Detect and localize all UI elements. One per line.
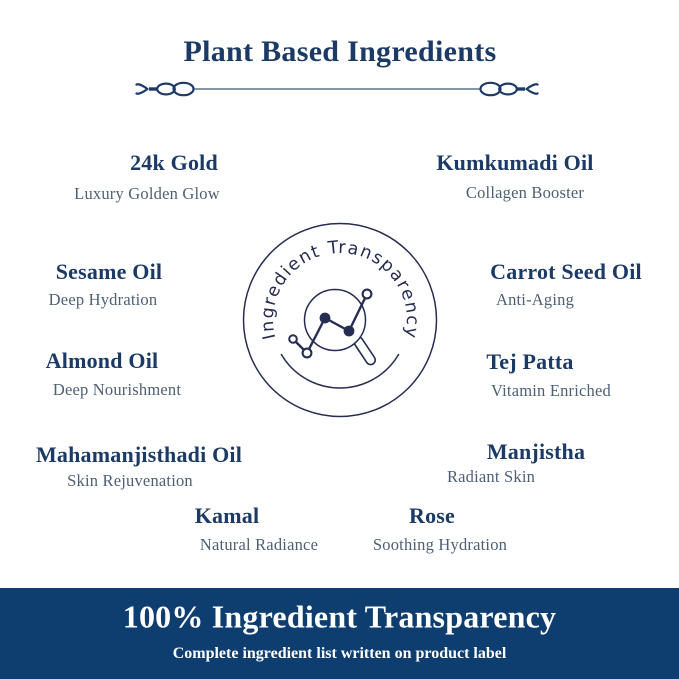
page-title: Plant Based Ingredients <box>183 35 497 68</box>
footer-title: 100% Ingredient Transparency <box>122 598 557 635</box>
ingredient-benefit: Vitamin Enriched <box>491 381 611 400</box>
ingredient-name: Kumkumadi Oil <box>436 150 594 175</box>
ingredient-name: 24k Gold <box>130 150 218 175</box>
ingredient-name: Tej Patta <box>486 349 574 374</box>
ornamental-divider-icon <box>135 80 539 98</box>
ingredient-benefit: Soothing Hydration <box>372 535 508 554</box>
ingredient-name: Manjistha <box>486 439 586 464</box>
ingredient-name: Sesame Oil <box>55 259 163 284</box>
ingredient-name: Mahamanjisthadi Oil <box>35 442 243 467</box>
ingredient-benefit: Radiant Skin <box>446 467 536 486</box>
badge-curved-label: Ingredient Transparency <box>257 237 423 342</box>
ingredient-benefit: Deep Hydration <box>48 290 158 309</box>
ingredient-name: Rose <box>408 503 456 528</box>
ingredient-benefit: Anti-Aging <box>495 290 575 309</box>
footer-subtitle: Complete ingredient list written on product label <box>172 645 507 662</box>
ingredient-benefit: Collagen Booster <box>465 183 585 202</box>
transparency-badge <box>240 220 440 420</box>
ingredient-name: Carrot Seed Oil <box>490 259 642 284</box>
ingredient-name: Kamal <box>194 503 260 528</box>
ingredient-benefit: Deep Nourishment <box>52 380 182 399</box>
ingredient-benefit: Natural Radiance <box>199 535 319 554</box>
ingredient-benefit: Skin Rejuvenation <box>67 471 193 490</box>
ingredient-benefit: Luxury Golden Glow <box>74 184 220 203</box>
footer-banner <box>0 588 679 679</box>
ingredient-name: Almond Oil <box>45 348 159 373</box>
